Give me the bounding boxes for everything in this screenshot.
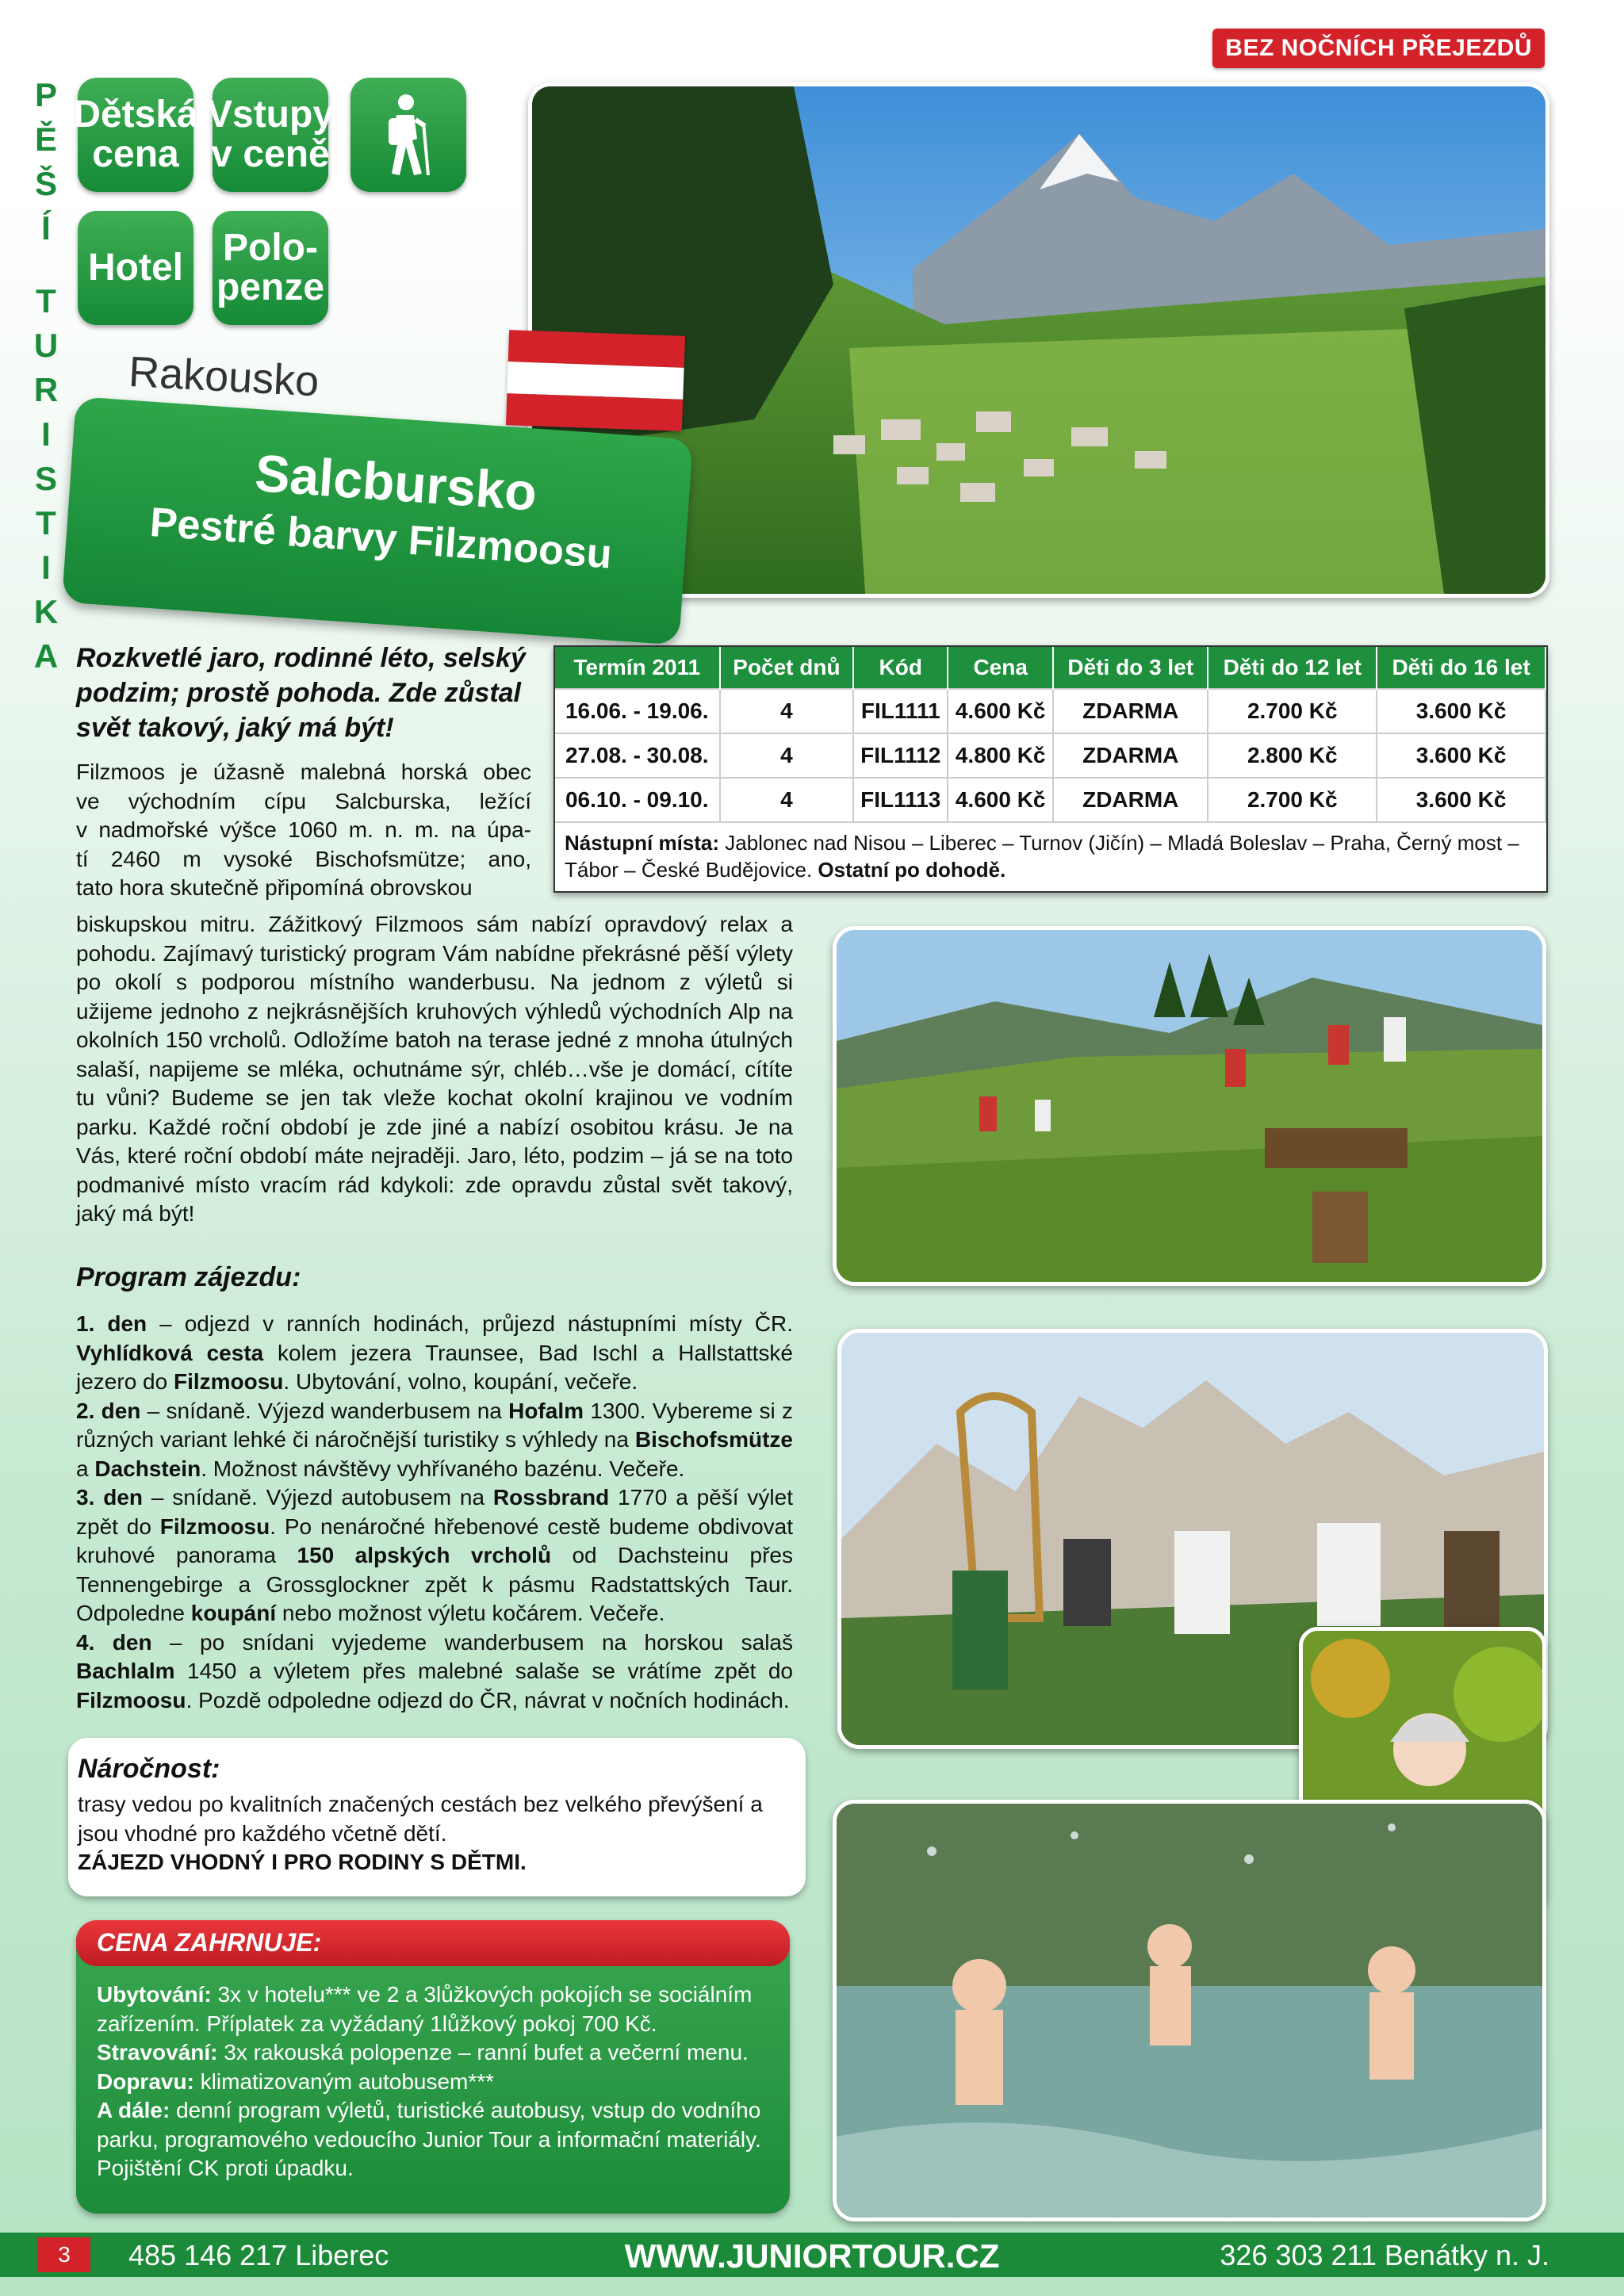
price-item: Stravování: 3x rakouská polopenze – ranní bufet a večerní menu. xyxy=(97,2040,749,2064)
vertical-letter: S xyxy=(34,460,57,497)
page-number: 3 xyxy=(38,2237,90,2272)
table-header: Kód xyxy=(853,647,948,689)
program-list xyxy=(76,1310,793,1715)
vertical-letter: P xyxy=(34,76,57,113)
table-cell: 4.600 Kč xyxy=(948,778,1053,821)
table-row xyxy=(555,689,1545,733)
program-day-4: 4. den – po snídani vyjedeme wanderbusem na horskou salaš Bachlalm 1450 a výletem přes malebné salaše se vrátíme zpět do Filzmoosu. Pozdě odpoledne odjezd do ČR, návrat v nočních hodinách. xyxy=(76,1629,793,1712)
program-day-1: 1. den – odjezd v ranních hodinách, průjezd nástupními místy ČR. Vyhlídková cesta kolem jezera Traunsee, Bad Ischl a Hallstattské jezero do Filzmoosu. Ubytování, volno, koupání, večeře. xyxy=(76,1311,793,1394)
price-item: Ubytování: 3x v hotelu*** ve 2 a 3lůžkových pokojích se sociálním zařízením. Příplatek za vyžádaný 1lůžkový pokoj 700 Kč. xyxy=(97,1982,753,2036)
program-day-3: 3. den – snídaně. Výjezd autobusem na Rossbrand 1770 a pěší výlet zpět do Filzmoosu. Po nenáročné hřebenové cestě budeme obdivovat kruhové panorama 150 alpských vrcholů od Dachsteinu přes Tennengebirge a Grossglockner zpět k pásmu Radstattských Taur. Odpoledne koupání nebo možnost výletu kočárem. Večeře. xyxy=(76,1485,793,1625)
table-cell: 2.700 Kč xyxy=(1208,689,1377,733)
table-cell: 4 xyxy=(720,689,854,733)
table-header: Děti do 16 let xyxy=(1377,647,1545,689)
table-cell: ZDARMA xyxy=(1053,689,1208,733)
table-header: Děti do 12 let xyxy=(1208,647,1377,689)
entry-included-badge: Vstupy v ceně xyxy=(213,78,328,192)
page-subtitle: Pestré barvy Filzmoosu xyxy=(148,499,614,578)
description-line: tí 2460 m vysoké Bischofsmütze; ano, xyxy=(76,846,531,871)
vertical-letter: T xyxy=(36,504,56,541)
description-line: Filzmoos je úžasně malebná horská obec xyxy=(76,760,531,784)
table-cell: 2.800 Kč xyxy=(1208,733,1377,778)
table-cell: 16.06. - 19.06. xyxy=(555,689,720,733)
hotel-badge: Hotel xyxy=(78,211,193,325)
hiking-badge xyxy=(350,78,466,192)
table-cell: FIL1113 xyxy=(853,778,948,821)
table-cell: ZDARMA xyxy=(1053,778,1208,821)
table-cell: 3.600 Kč xyxy=(1377,778,1545,821)
vertical-letter: I xyxy=(41,549,51,586)
hikers-photo xyxy=(833,926,1546,1286)
description-line: v nadmořské výšce 1060 m. n. m. na úpa- xyxy=(76,817,531,842)
table-cell: FIL1112 xyxy=(853,733,948,778)
table-cell: 4 xyxy=(720,733,854,778)
half-board-badge: Polo- penze xyxy=(213,211,328,325)
title-panel xyxy=(62,396,693,645)
table-cell: 06.10. - 09.10. xyxy=(555,778,720,821)
description-narrow xyxy=(76,758,531,903)
difficulty-text: trasy vedou po kvalitních značených cestách bez velkého převýšení a jsou vhodné pro každého včetně dětí. ZÁJEZD VHODNÝ I PRO RODINY S DĚTMI. xyxy=(78,1792,763,1874)
price-includes-box xyxy=(76,1920,790,2214)
table-cell: 2.700 Kč xyxy=(1208,778,1377,821)
table-header: Cena xyxy=(948,647,1053,689)
table-header: Počet dnů xyxy=(720,647,854,689)
table-cell: ZDARMA xyxy=(1053,733,1208,778)
table-cell: 4 xyxy=(720,778,854,821)
difficulty-title: Náročnost: xyxy=(78,1754,220,1784)
table-cell: 3.600 Kč xyxy=(1377,733,1545,778)
table-header: Termín 2011 xyxy=(555,647,720,689)
vertical-letter: U xyxy=(33,327,59,364)
price-includes-list xyxy=(97,1980,771,2183)
table-cell: 27.08. - 30.08. xyxy=(555,733,720,778)
vertical-letter: Ě xyxy=(34,121,57,158)
kids-water-photo xyxy=(833,1800,1546,2221)
intro-tagline: Rozkvetlé jaro, rodinné léto, selský podzim; prostě pohoda. Zde zůstal svět takový, jaký má být! xyxy=(76,643,526,743)
footer-phone-right: 326 303 211 Benátky n. J. xyxy=(1220,2239,1549,2271)
vertical-letter: A xyxy=(33,637,59,675)
vertical-letter: Š xyxy=(34,165,57,202)
price-item: Dopravu: klimatizovaným autobusem*** xyxy=(97,2068,495,2094)
no-night-travel-badge: BEZ NOČNÍCH PŘEJEZDŮ xyxy=(1212,29,1545,68)
program-title: Program zájezdu: xyxy=(76,1262,301,1292)
footer-website-link[interactable]: WWW.JUNIORTOUR.CZ xyxy=(624,2237,1000,2275)
child-price-badge: Dětská cena xyxy=(78,78,193,192)
category-vertical-label xyxy=(22,73,70,679)
vertical-letter xyxy=(22,251,70,279)
vertical-letter: Í xyxy=(41,209,51,247)
table-cell: 4.600 Kč xyxy=(948,689,1053,733)
page-title: Salcbursko xyxy=(253,443,539,522)
departure-places: Nástupní místa: Jablonec nad Nisou – Liberec – Turnov (Jičín) – Mladá Boleslav – Praha, Černý most – Tábor – České Budějovice. Ostatní po dohodě. xyxy=(555,821,1546,891)
hiker-icon xyxy=(373,91,444,178)
vertical-letter: T xyxy=(36,282,56,320)
vertical-letter: I xyxy=(41,415,51,453)
table-cell: 3.600 Kč xyxy=(1377,689,1545,733)
austria-flag xyxy=(506,330,685,431)
terms-table xyxy=(555,647,1546,821)
table-header: Děti do 3 let xyxy=(1053,647,1208,689)
terms-table-box xyxy=(553,645,1548,893)
footer-phone-left: 485 146 217 Liberec xyxy=(128,2239,389,2271)
description-line: ve východním cípu Salcburska, ležící xyxy=(76,788,531,813)
price-includes-header: CENA ZAHRNUJE: xyxy=(76,1920,790,1966)
program-day-2: 2. den – snídaně. Výjezd wanderbusem na Hofalm 1300. Vybereme si z různých variant lehké či náročnější turistiky s výhledy na Bischofsmütze a Dachstein. Možnost návštěvy vyhřívaného bazénu. Večeře. xyxy=(76,1398,793,1481)
description-wide: biskupskou mitru. Zážitkový Filzmoos sám nabízí opravdový relax a pohodu. Zajímavý turistický program Vám nabídne překrásné pěší výlety po okolí s podporou místního wanderbusu. Na jednom z výletů si užijeme jednoho z nejkrásnějších kruhových výhledů východních Alp na okolních 150 vrcholů. Odložíme batoh na terase jedné z mnoha útulných salaší, napijeme se mléka, ochutnáme sýr, chléb…vše je domácí, cítíte tu vůni? Budeme se jen tak vleže kochat okolní krajinou ve vodním parku. Každé roční období je zde jiné a nabízí osobitou krásu. Je na Vás, které roční období máte nejraději. Jaro, léto, podzim – já se na toto podmanivé místo vracím rád kdykoli: zde opravdu zůstal svět takový, jaký má být! xyxy=(76,912,793,1226)
table-row xyxy=(555,733,1545,778)
vertical-letter: K xyxy=(33,593,59,630)
vertical-letter: R xyxy=(33,371,59,408)
description-line: tato hora skutečně připomíná obrovskou xyxy=(76,875,473,900)
price-item: A dále: denní program výletů, turistické autobusy, vstup do vodního parku, programového vedoucího Junior Tour a informační materiály. Pojištění CK proti úpadku. xyxy=(97,2098,761,2180)
table-cell: 4.800 Kč xyxy=(948,733,1053,778)
footer-bar xyxy=(0,2233,1624,2277)
table-row xyxy=(555,778,1545,821)
country-label: Rakousko xyxy=(127,347,320,406)
table-cell: FIL1111 xyxy=(853,689,948,733)
difficulty-box xyxy=(68,1738,806,1896)
